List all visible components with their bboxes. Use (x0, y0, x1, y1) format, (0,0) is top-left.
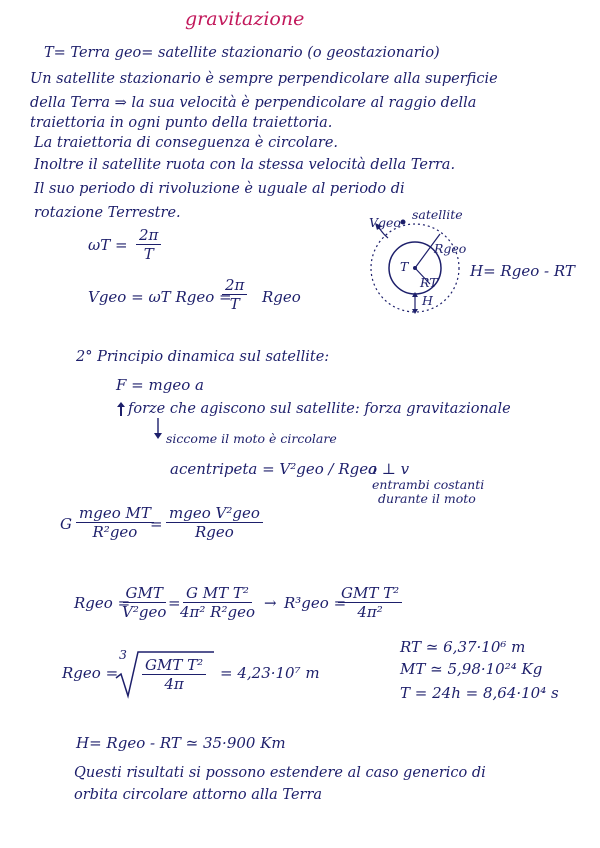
eq1-den1: R²geo (92, 523, 138, 541)
eq2-fraction-3 (338, 584, 402, 621)
t-label: T (400, 259, 409, 274)
conclusion-line-2: orbita circolare attorno alla Terra (74, 787, 323, 803)
eq3-result: = 4,23·10⁷ m (220, 664, 320, 682)
eq1-right-fraction (166, 504, 263, 541)
eq2-fraction-1 (122, 584, 166, 621)
eq1-num2: mgeo V²geo (166, 504, 263, 523)
conclusion-line-1: Questi risultati si possono estendere al caso generico di (74, 765, 486, 781)
height-result: H= Rgeo - RT ≃ 35·900 Km (76, 734, 286, 752)
intro-line-4: traiettoria in ogni punto della traiettoria. (30, 115, 333, 131)
dynamics-heading: 2° Principio dinamica sul satellite: (76, 349, 330, 365)
omega-lhs: ωT = (88, 236, 128, 254)
eq2-equals: = (168, 594, 181, 612)
eq1-g: G (60, 515, 72, 533)
eq1-num1: mgeo MT (76, 504, 154, 523)
eq1-left-fraction (76, 504, 154, 541)
velocity-lhs: Vgeo = ωT Rgeo = (88, 288, 232, 306)
eq2-den2: 4π² R²geo (180, 603, 255, 621)
h-label: H (422, 293, 433, 308)
intro-line-7: Il suo periodo di rivoluzione è uguale al periodo di (34, 181, 405, 197)
eq3-num: GMT T² (142, 656, 206, 675)
omega-fraction (136, 226, 161, 263)
rt-label: RT (420, 275, 438, 290)
eq2-den1: V²geo (122, 603, 167, 621)
eq1-equals: = (150, 515, 163, 533)
eq2-num3: GMT T² (338, 584, 402, 603)
satellite-dot (401, 220, 406, 225)
eq2-fraction-2 (180, 584, 255, 621)
constant-t: T = 24h = 8,64·10⁴ s (400, 684, 559, 702)
newton-law: F = mgeo a (116, 376, 204, 394)
forces-text: forze che agiscono sul satellite: forza gravitazionale (128, 401, 511, 417)
constant-mt: MT ≃ 5,98·10²⁴ Kg (400, 660, 543, 678)
eq3-root-index: 3 (119, 647, 127, 662)
satellite-label: satellite (412, 207, 463, 222)
page-title: gravitazione (185, 8, 305, 30)
intro-line-1: T= Terra geo= satellite stazionario (o geostazionario) (44, 45, 440, 61)
intro-line-5: La traiettoria di conseguenza è circolare. (34, 135, 339, 151)
intro-line-8: rotazione Terrestre. (34, 205, 181, 221)
eq2-arrow: → (264, 594, 277, 612)
constant-note-1: entrambi costanti (372, 477, 485, 492)
eq2-num1: GMT (123, 584, 166, 603)
velocity-den: T (229, 295, 240, 313)
constant-note-2: durante il moto (378, 491, 476, 506)
vgeo-label: Vgeo (369, 215, 401, 230)
omega-den: T (143, 245, 154, 263)
intro-line-2: Un satellite stazionario è sempre perpendicolare alla superficie (30, 71, 498, 87)
velocity-rhs: Rgeo (262, 288, 301, 306)
velocity-fraction (222, 276, 247, 313)
eq2-den3: 4π² (357, 603, 383, 621)
constant-rt: RT ≃ 6,37·10⁶ m (400, 638, 526, 656)
eq1-den2: Rgeo (195, 523, 234, 541)
eq3-den: 4π (164, 675, 184, 693)
eq3-fraction (142, 656, 206, 693)
omega-num: 2π (136, 226, 161, 245)
circular-motion-text: siccome il moto è circolare (166, 431, 337, 446)
velocity-num: 2π (222, 276, 247, 295)
intro-line-3: della Terra ⇒ la sua velocità è perpendicolare al raggio della (30, 95, 477, 111)
a-perp-v: a ⊥ v (368, 460, 410, 478)
rgeo-label: Rgeo (434, 241, 467, 256)
intro-line-6: Inoltre il satellite ruota con la stessa velocità della Terra. (34, 157, 456, 173)
eq2-num2: G MT T² (183, 584, 252, 603)
h-formula: H= Rgeo - RT (470, 262, 575, 280)
eq2-lhs: Rgeo = (74, 594, 131, 612)
eq2-lhs3: R³geo = (284, 594, 347, 612)
centripetal-acceleration: acentripeta = V²geo / Rgeo (170, 460, 378, 478)
down-arrow-icon (153, 418, 163, 440)
eq3-lhs: Rgeo = (62, 664, 119, 682)
up-arrow-icon (116, 402, 126, 416)
